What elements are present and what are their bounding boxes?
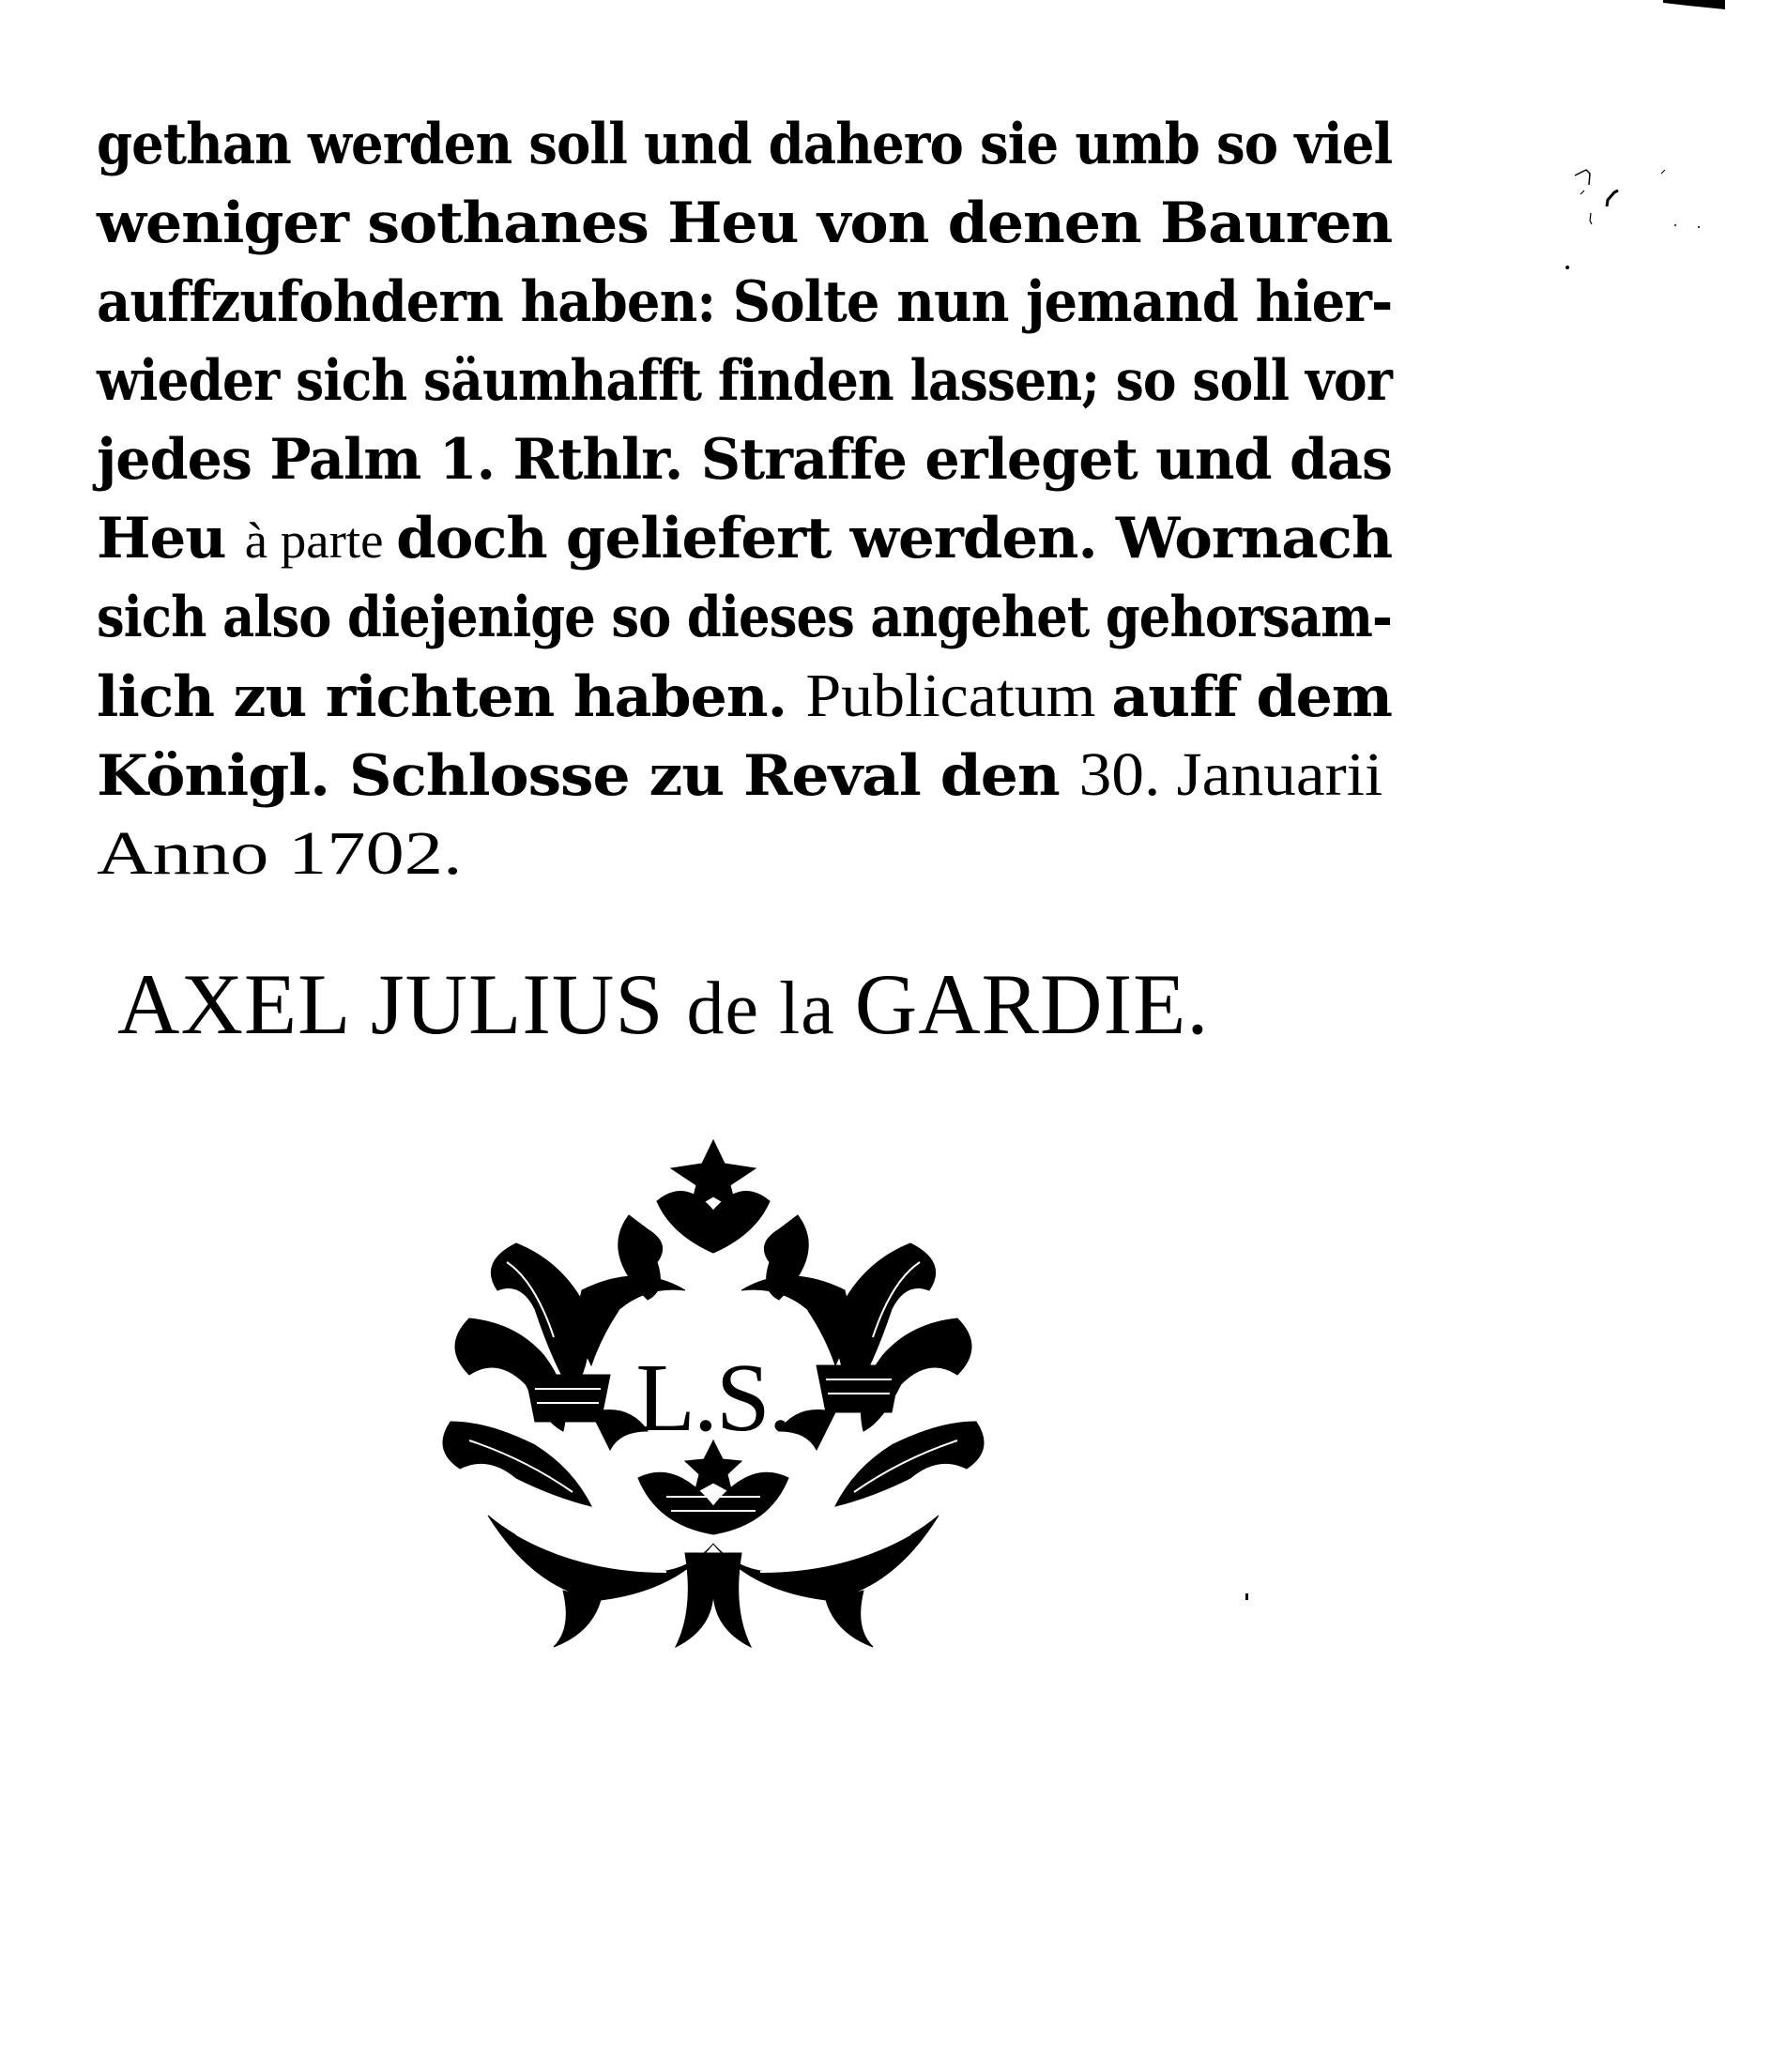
roman-text: à parte (244, 512, 397, 569)
signature (117, 957, 1337, 1056)
text-line (97, 499, 1392, 578)
fraktur-text: weniger sothanes Heu von denen Bauren (97, 190, 1393, 256)
fraktur-text: wieder sich säumhafft finden lassen; so soll vor (97, 348, 1392, 414)
text-line (97, 736, 1382, 815)
text-line (97, 657, 1392, 736)
pencil-marks-icon (1549, 164, 1708, 277)
scan-edge-mark (1663, 0, 1725, 9)
text-line (97, 578, 1392, 657)
signature-particle: de la (686, 967, 855, 1050)
signature-given-names: AXEL JULIUS (117, 956, 687, 1052)
fraktur-text: gethan werden soll und dahero sie umb so viel (97, 112, 1393, 177)
fraktur-text: sich also diejenige so dieses angehet gehorsam- (97, 585, 1392, 650)
text-line (97, 815, 463, 893)
fraktur-text: lich zu richten haben. (97, 664, 806, 730)
fraktur-text: auffzufohdern haben: Solte nun jemand hier- (97, 269, 1393, 335)
ink-speck (1245, 1593, 1248, 1600)
fraktur-text: doch geliefert werden. Wornach (396, 506, 1393, 571)
text-line (97, 263, 1392, 342)
proclamation-text (97, 105, 1401, 893)
seal-ornament (432, 1121, 995, 1666)
fraktur-text: Königl. Schlosse zu Reval den (97, 743, 1079, 809)
signature-surname: GARDIE. (854, 956, 1210, 1052)
text-line (97, 420, 1392, 499)
roman-text: Anno 1702. (97, 819, 463, 888)
text-line (97, 342, 1392, 420)
fraktur-text: jedes Palm 1. Rthlr. Straffe erleget und das (97, 427, 1393, 493)
text-line (97, 105, 1392, 184)
roman-text: Publicatum (805, 662, 1112, 730)
seal-label: L.S. (635, 1344, 791, 1452)
fraktur-text: auff dem (1111, 664, 1392, 730)
roman-text: 30. Januarii (1078, 740, 1383, 809)
fraktur-text: Heu (97, 506, 245, 571)
text-line (97, 184, 1392, 263)
